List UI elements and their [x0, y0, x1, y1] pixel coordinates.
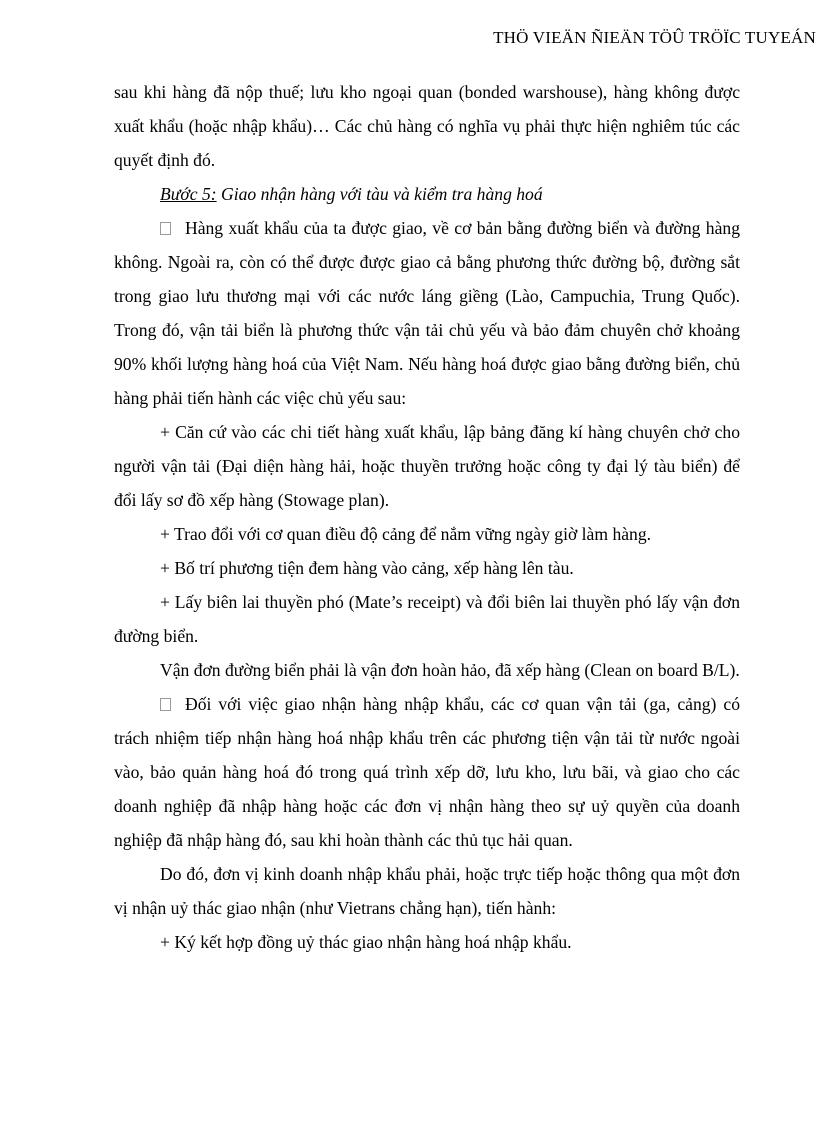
export-bullet-paragraph — [114, 211, 740, 415]
step-5-label: Bước 5: — [160, 184, 217, 204]
page-header: THÖ VIEÄN ÑIEÄN TÖÛ TRÖÏC TUYEÁN — [493, 28, 816, 47]
checkbox-bullet-icon — [160, 698, 171, 711]
paragraph-bill-of-lading: Vận đơn đường biển phải là vận đơn hoàn hảo, đã xếp hàng (Clean on board B/L). — [160, 660, 740, 680]
list-item: + Căn cứ vào các chi tiết hàng xuất khẩu, lập bảng đăng kí hàng chuyên chở cho người vận tải (Đại diện hàng hải, hoặc thuyền trưởng hoặc công ty đại lý tàu biển) để đổi lấy sơ đồ xếp hàng (Stowage plan). — [114, 422, 740, 510]
paragraph-importer: Do đó, đơn vị kinh doanh nhập khẩu phải, hoặc trực tiếp hoặc thông qua một đơn vị nhận uỷ thác giao nhận (như Vietrans chẳng hạn), tiến hành: — [114, 864, 740, 918]
step-5-title: Giao nhận hàng với tàu và kiểm tra hàng hoá — [216, 184, 543, 204]
list-item: + Ký kết hợp đồng uỷ thác giao nhận hàng hoá nhập khẩu. — [160, 932, 572, 952]
list-item: + Lấy biên lai thuyền phó (Mate’s receipt) và đổi biên lai thuyền phó lấy vận đơn đường biển. — [114, 592, 740, 646]
list-item: + Bố trí phương tiện đem hàng vào cảng, xếp hàng lên tàu. — [160, 558, 574, 578]
paragraph-intro: sau khi hàng đã nộp thuế; lưu kho ngoại quan (bonded warshouse), hàng không được xuất khẩu (hoặc nhập khẩu)… Các chủ hàng có nghĩa vụ phải thực hiện nghiêm túc các quyết định đó. — [114, 82, 740, 170]
export-bullet-text: Hàng xuất khẩu của ta được giao, về cơ bản bằng đường biển và đường hàng không. Ngoài ra, còn có thể được được giao cả bằng phương thức đường bộ, đường sắt trong giao lưu thương mại với các nước láng giềng (Lào, Campuchia, Trung Quốc). Trong đó, vận tải biển là phương thức vận tải chủ yếu và bảo đảm chuyên chở khoảng 90% khối lượng hàng hoá của Việt Nam. Nếu hàng hoá được giao bằng đường biển, chủ hàng phải tiến hành các việc chủ yếu sau: — [114, 218, 740, 408]
checkbox-bullet-icon — [160, 222, 171, 235]
import-bullet-text: Đối với việc giao nhận hàng nhập khẩu, các cơ quan vận tải (ga, cảng) có trách nhiệm tiếp nhận hàng hoá nhập khẩu trên các phương tiện vận tải từ nước ngoài vào, bảo quản hàng hoá đó trong quá trình xếp dỡ, lưu kho, lưu bãi, và giao cho các doanh nghiệp đã nhập hàng hoặc các đơn vị nhận hàng theo sự uỷ quyền của doanh nghiệp đã nhập hàng đó, sau khi hoàn thành các thủ tục hải quan. — [114, 694, 740, 850]
list-item: + Trao đổi với cơ quan điều độ cảng để nắm vững ngày giờ làm hàng. — [160, 524, 652, 544]
import-bullet-paragraph — [114, 687, 740, 857]
step-5-heading — [114, 177, 740, 211]
document-body — [114, 75, 740, 959]
